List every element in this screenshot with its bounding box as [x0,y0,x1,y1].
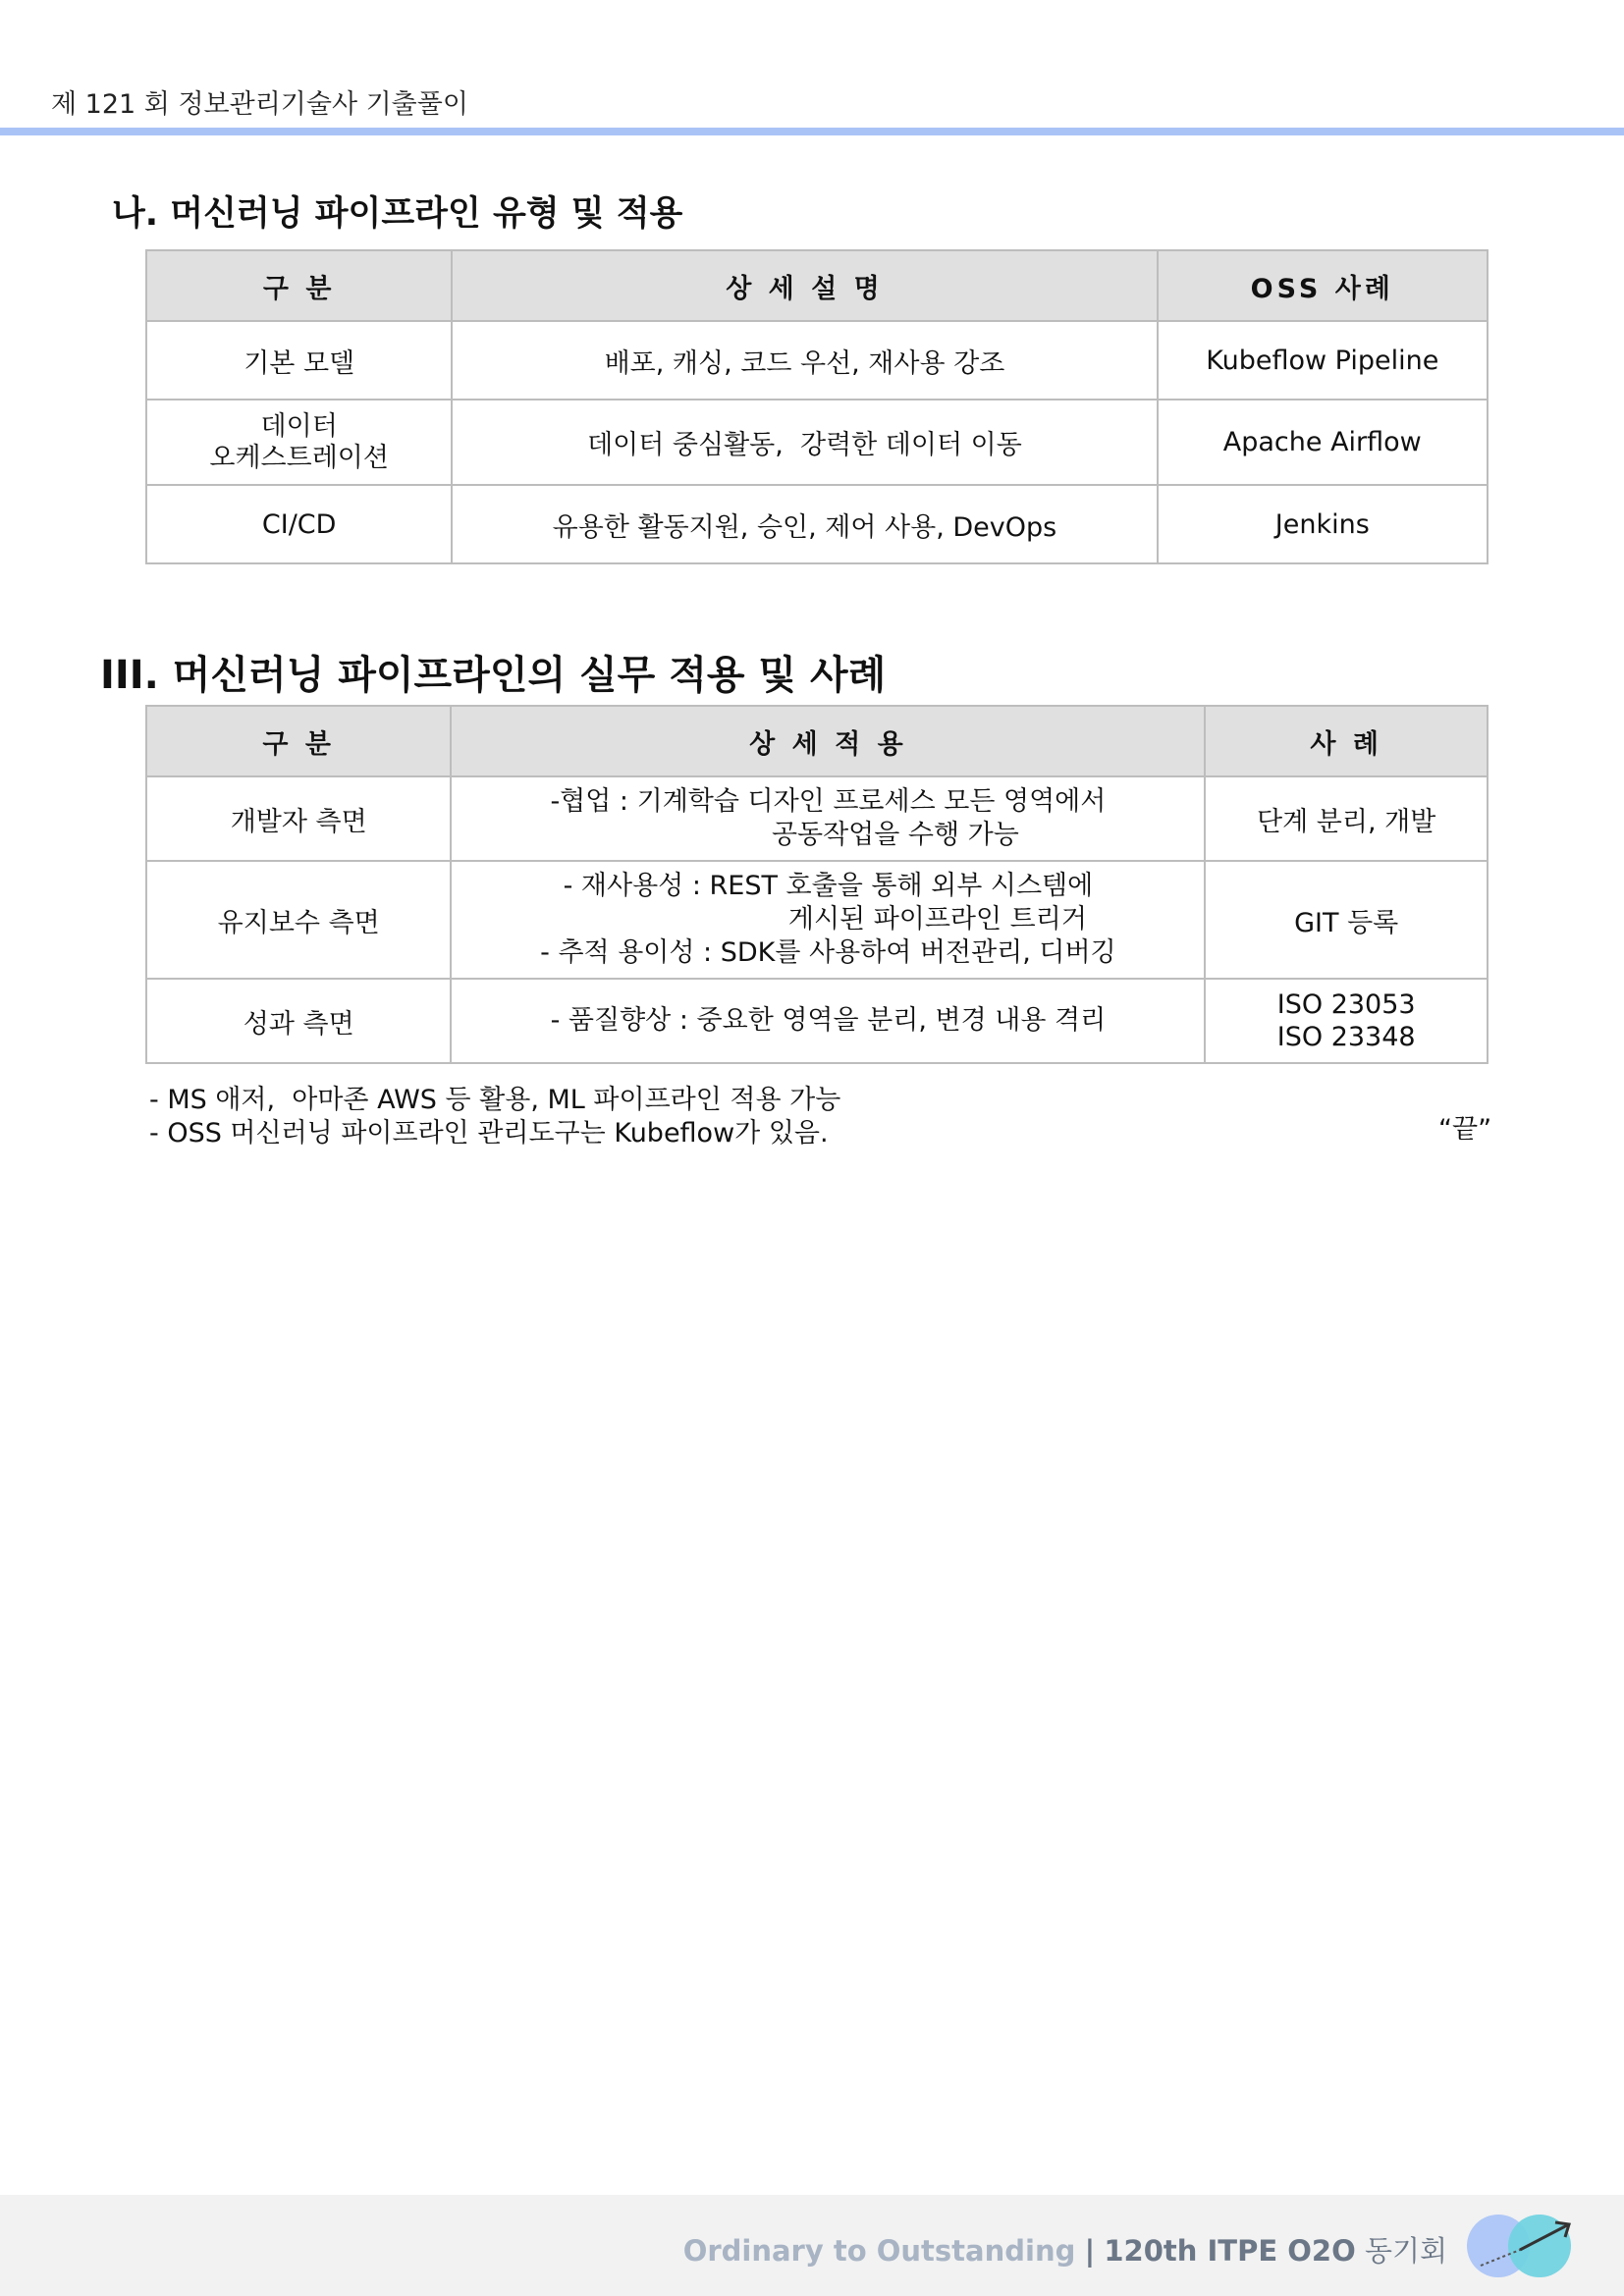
column-header: 구 분 [146,250,452,321]
row-category: 기본 모델 [146,321,452,400]
footer-separator: | [1084,2234,1096,2268]
row-detail [451,776,1205,861]
table-header-row [146,250,1488,321]
row-detail-line: -협업 : 기계학습 디자인 프로세스 모든 영역에서 [550,786,1107,817]
row-detail-line: - 품질향상 : 중요한 영역을 분리, 변경 내용 격리 [550,1005,1107,1036]
footnote: - MS 애저, 아마존 AWS 등 활용, ML 파이프라인 적용 가능 [149,1085,841,1115]
row-category [146,400,452,485]
o2o-logo-icon [1463,2211,1581,2279]
column-header: OSS 사례 [1158,250,1488,321]
row-detail: 유용한 활동지원, 승인, 제어 사용, DevOps [452,485,1157,563]
row-example: Apache Airflow [1158,400,1488,485]
row-detail-line: - 추적 용이성 : SDK를 사용하여 버전관리, 디버깅 [540,937,1116,968]
end-mark: “끝” [1438,1114,1492,1145]
row-category: CI/CD [146,485,452,563]
page-header-title: 제 121 회 정보관리기술사 기출풀이 [51,89,468,120]
table-row [146,776,1488,861]
section-title-pipeline-types: 나. 머신러닝 파이프라인 유형 및 적용 [112,194,683,234]
row-category-line: 데이터 [260,410,338,442]
practical-application-table [145,705,1489,1064]
row-example-line: ISO 23053 [1276,989,1416,1020]
row-detail [451,861,1205,979]
row-detail: 데이터 중심활동, 강력한 데이터 이동 [452,400,1157,485]
table-row [146,400,1488,485]
section-title-practical-application: III. 머신러닝 파이프라인의 실무 적용 및 사례 [100,653,887,698]
footer-text [683,2229,1447,2269]
row-detail: 배포, 캐싱, 코드 우선, 재사용 강조 [452,321,1157,400]
header-divider [0,128,1624,135]
row-example [1205,979,1488,1063]
column-header: 구 분 [146,706,451,776]
row-example: GIT 등록 [1205,861,1488,979]
row-example-line: ISO 23348 [1276,1022,1416,1052]
row-example: Jenkins [1158,485,1488,563]
row-detail-line: - 재사용성 : REST 호출을 통해 외부 시스템에 [563,871,1094,901]
pipeline-types-table [145,249,1489,564]
table-row [146,321,1488,400]
table-header-row [146,706,1488,776]
row-category-line: 오케스트레이션 [209,442,389,473]
column-header: 사 례 [1205,706,1488,776]
table-row [146,861,1488,979]
table-row [146,485,1488,563]
row-category: 성과 측면 [146,979,451,1063]
column-header: 상 세 적 용 [451,706,1205,776]
footer-group: 120th ITPE O2O [1104,2234,1356,2268]
footer-club: 동기회 [1364,2234,1447,2268]
footnote: - OSS 머신러닝 파이프라인 관리도구는 Kubeflow가 있음. [149,1118,829,1148]
row-detail [451,979,1205,1063]
row-category: 유지보수 측면 [146,861,451,979]
table-row [146,979,1488,1063]
footer-slogan: Ordinary to Outstanding [682,2234,1076,2268]
row-detail-line: 게시된 파이프라인 트리거 [787,904,1087,934]
row-example: 단계 분리, 개발 [1205,776,1488,861]
column-header: 상 세 설 명 [452,250,1157,321]
row-detail-line: 공동작업을 수행 가능 [771,820,1019,850]
row-category: 개발자 측면 [146,776,451,861]
row-example: Kubeflow Pipeline [1158,321,1488,400]
